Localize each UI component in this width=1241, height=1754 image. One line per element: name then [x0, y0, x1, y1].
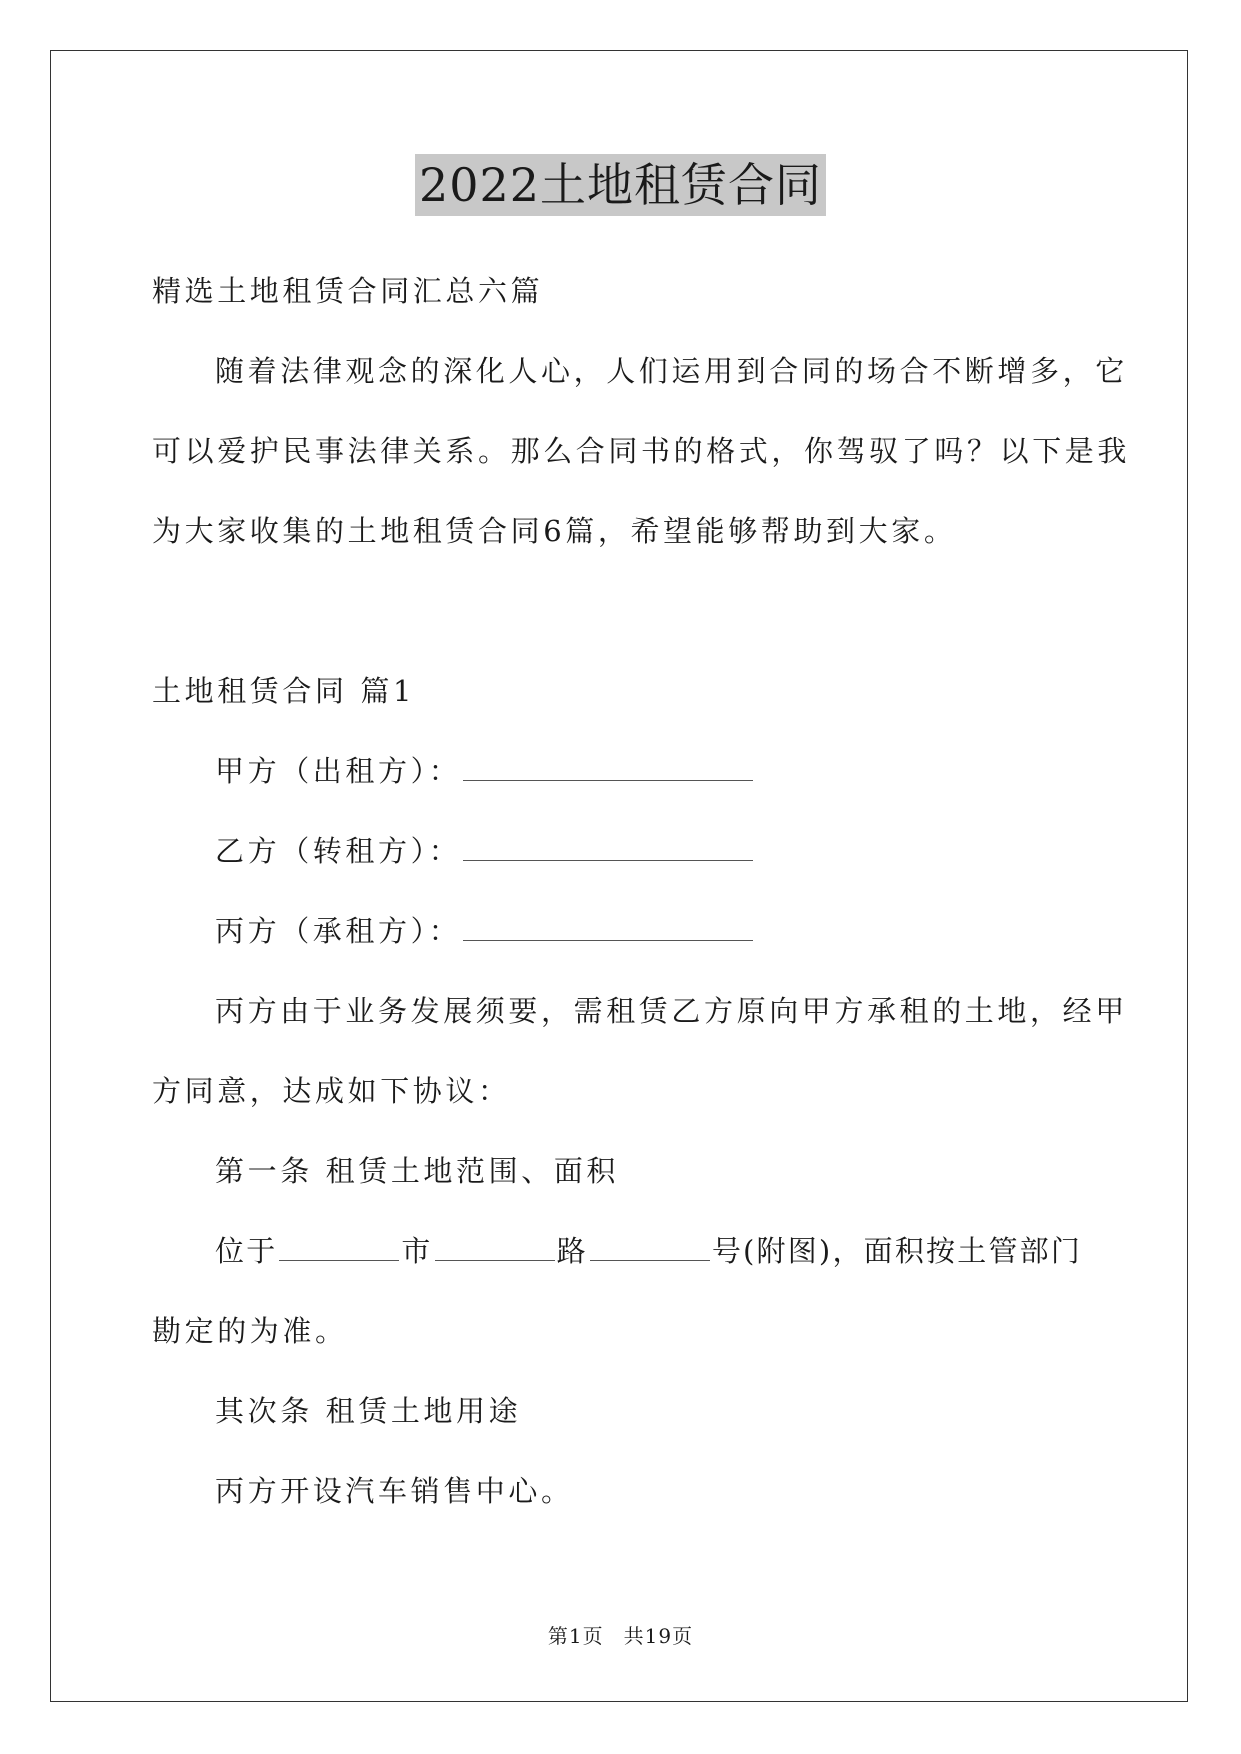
page-footer: [0, 1620, 1241, 1649]
party-a-blank[interactable]: [463, 752, 753, 781]
agreement-line-2: 方同意，达成如下协议：: [152, 1074, 511, 1108]
number-suffix: 号(附图)，面积按土管部门: [711, 1234, 1083, 1268]
party-c-line: [215, 911, 755, 951]
intro-line-1: 随着法律观念的深化人心，人们运用到合同的场合不断增多，它: [215, 354, 1128, 388]
road-blank[interactable]: [435, 1232, 555, 1261]
page-total: 共19页: [623, 1624, 694, 1648]
article-1-text: [215, 1231, 1082, 1271]
city-label: 市: [401, 1234, 433, 1268]
page-number: 第1页: [547, 1624, 604, 1648]
intro-line-2: 可以爱护民事法律关系。那么合同书的格式，你驾驭了吗？以下是我: [152, 434, 1131, 468]
party-b-blank[interactable]: [463, 832, 753, 861]
subtitle: 精选土地租赁合同汇总六篇: [152, 274, 544, 308]
article-2-text: 丙方开设汽车销售中心。: [215, 1474, 574, 1508]
party-a-label: 甲方（出租方）：: [215, 754, 462, 788]
party-c-label: 丙方（承租方）：: [215, 914, 462, 948]
party-b-line: [215, 831, 755, 871]
section-heading: 土地租赁合同 篇1: [152, 674, 416, 708]
road-label: 路: [556, 1234, 588, 1268]
article-1-continuation: 勘定的为准。: [152, 1314, 348, 1348]
party-c-blank[interactable]: [463, 912, 753, 941]
location-prefix: 位于: [215, 1234, 278, 1268]
agreement-line-1: 丙方由于业务发展须要，需租赁乙方原向甲方承租的土地，经甲: [215, 994, 1128, 1028]
party-b-label: 乙方（转租方）：: [215, 834, 462, 868]
city-blank[interactable]: [279, 1232, 399, 1261]
party-a-line: [215, 751, 755, 791]
number-blank[interactable]: [590, 1232, 710, 1261]
article-1-heading: 第一条 租赁土地范围、面积: [215, 1154, 620, 1188]
intro-line-3: 为大家收集的土地租赁合同6篇，希望能够帮助到大家。: [152, 514, 957, 548]
title-container: [0, 154, 1241, 216]
article-2-heading: 其次条 租赁土地用途: [215, 1394, 522, 1428]
document-title: 2022土地租赁合同: [415, 154, 826, 216]
